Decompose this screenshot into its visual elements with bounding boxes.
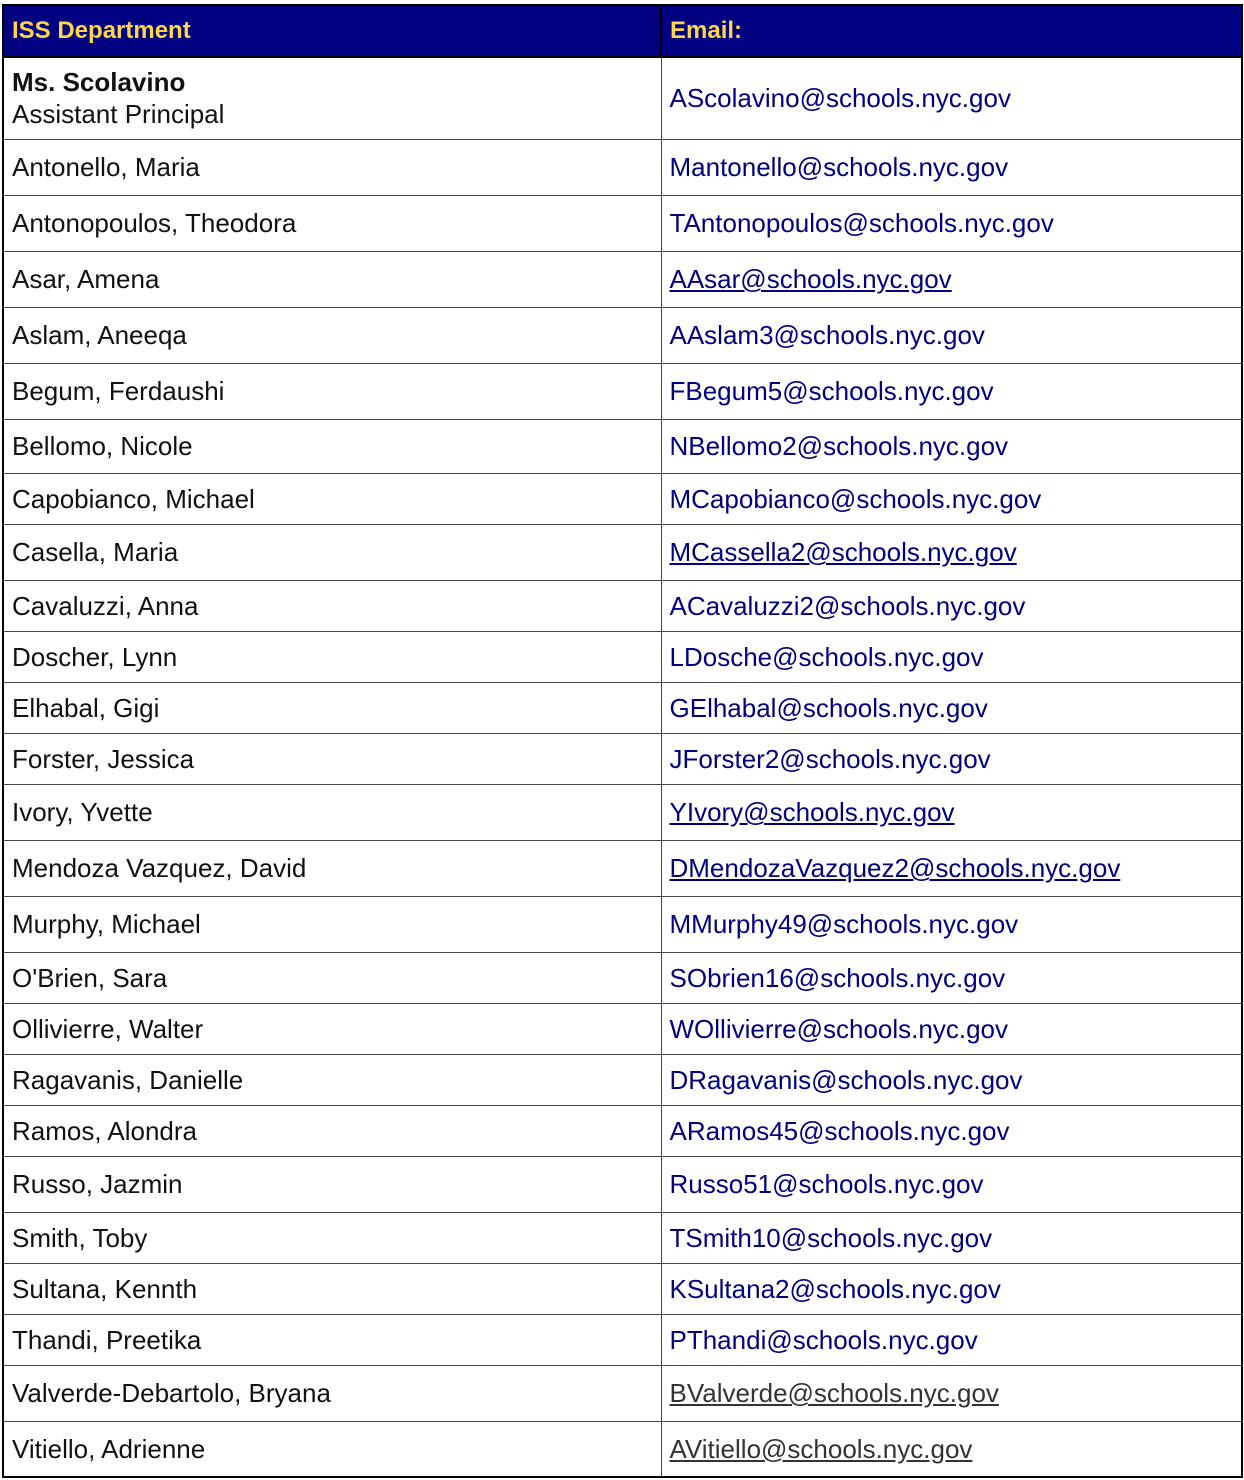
staff-name-cell — [3, 733, 661, 784]
staff-email-link[interactable]: GElhabal@schools.nyc.gov — [669, 692, 988, 723]
staff-email-link[interactable]: DRagavanis@schools.nyc.gov — [669, 1064, 1023, 1095]
staff-name-cell — [3, 896, 661, 952]
staff-email-cell — [661, 840, 1242, 896]
staff-email-cell — [661, 1003, 1242, 1054]
staff-email-cell — [661, 307, 1242, 363]
staff-email-cell — [661, 631, 1242, 682]
staff-email-link[interactable]: ARamos45@schools.nyc.gov — [669, 1115, 1010, 1146]
table-row — [3, 1003, 1242, 1054]
staff-email-cell — [661, 1263, 1242, 1314]
table-row — [3, 1314, 1242, 1365]
staff-name-cell — [3, 1105, 661, 1156]
staff-name: Antonopoulos, Theodora — [12, 208, 297, 238]
staff-name: Doscher, Lynn — [12, 641, 178, 672]
staff-email-cell — [661, 733, 1242, 784]
staff-name-cell — [3, 1054, 661, 1105]
staff-email-link[interactable]: KSultana2@schools.nyc.gov — [669, 1273, 1001, 1304]
staff-email-link[interactable]: BValverde@schools.nyc.gov — [669, 1378, 999, 1408]
lead-email-cell — [661, 57, 1242, 139]
staff-email-link[interactable]: TSmith10@schools.nyc.gov — [669, 1222, 993, 1253]
lead-email[interactable]: AScolavino@schools.nyc.gov — [669, 83, 1011, 114]
staff-name: Thandi, Preetika — [12, 1324, 202, 1355]
staff-name-cell — [3, 1314, 661, 1365]
table-row — [3, 682, 1242, 733]
table-row — [3, 784, 1242, 840]
staff-name-cell — [3, 1263, 661, 1314]
staff-name: Asar, Amena — [12, 264, 160, 294]
staff-name: Russo, Jazmin — [12, 1169, 183, 1199]
staff-name: Bellomo, Nicole — [12, 431, 193, 461]
table-row — [3, 1421, 1242, 1477]
staff-email-link[interactable]: YIvory@schools.nyc.gov — [669, 797, 955, 827]
staff-name-cell — [3, 784, 661, 840]
staff-email-cell — [661, 1156, 1242, 1212]
staff-email-link[interactable]: JForster2@schools.nyc.gov — [669, 743, 991, 774]
table-row — [3, 1212, 1242, 1263]
staff-email-link[interactable]: NBellomo2@schools.nyc.gov — [669, 431, 1009, 461]
staff-email-cell — [661, 580, 1242, 631]
staff-email-cell — [661, 1365, 1242, 1421]
staff-name: Vitiello, Adrienne — [12, 1433, 206, 1464]
staff-name: Forster, Jessica — [12, 743, 195, 774]
staff-email-cell — [661, 1421, 1242, 1477]
staff-name-cell — [3, 631, 661, 682]
staff-email-link[interactable]: ACavaluzzi2@schools.nyc.gov — [669, 590, 1026, 621]
staff-name-cell — [3, 363, 661, 419]
staff-name-cell — [3, 840, 661, 896]
staff-email-link[interactable]: DMendozaVazquez2@schools.nyc.gov — [669, 853, 1121, 883]
staff-name: Ivory, Yvette — [12, 797, 153, 827]
staff-name-cell — [3, 1003, 661, 1054]
staff-email-cell — [661, 952, 1242, 1003]
staff-name-cell — [3, 251, 661, 307]
staff-name: Valverde-Debartolo, Bryana — [12, 1378, 331, 1408]
staff-name: Ollivierre, Walter — [12, 1013, 204, 1044]
email-header: Email: — [661, 5, 1242, 57]
staff-name-cell — [3, 1156, 661, 1212]
staff-email-cell — [661, 1212, 1242, 1263]
staff-email-cell — [661, 139, 1242, 195]
staff-email-link[interactable]: SObrien16@schools.nyc.gov — [669, 962, 1006, 993]
staff-email-link[interactable]: AVitiello@schools.nyc.gov — [669, 1433, 973, 1464]
staff-email-link[interactable]: MCassella2@schools.nyc.gov — [669, 537, 1017, 567]
staff-email-cell — [661, 363, 1242, 419]
iss-department-table — [2, 4, 1243, 1478]
table-row — [3, 896, 1242, 952]
table-row — [3, 840, 1242, 896]
staff-name-cell — [3, 473, 661, 524]
staff-email-link[interactable]: FBegum5@schools.nyc.gov — [669, 376, 994, 406]
staff-name: Begum, Ferdaushi — [12, 376, 225, 406]
staff-email-link[interactable]: PThandi@schools.nyc.gov — [669, 1324, 978, 1355]
staff-email-cell — [661, 473, 1242, 524]
table-row — [3, 1054, 1242, 1105]
staff-name-cell — [3, 524, 661, 580]
table-row — [3, 307, 1242, 363]
staff-email-cell — [661, 251, 1242, 307]
staff-email-cell — [661, 1314, 1242, 1365]
table-row — [3, 363, 1242, 419]
staff-name: Ramos, Alondra — [12, 1115, 197, 1146]
staff-email-cell — [661, 784, 1242, 840]
staff-name-cell — [3, 1421, 661, 1477]
staff-name: Cavaluzzi, Anna — [12, 590, 199, 621]
table-row — [3, 1263, 1242, 1314]
staff-email-cell — [661, 682, 1242, 733]
header-row — [3, 5, 1242, 57]
staff-email-cell — [661, 1054, 1242, 1105]
staff-email-cell — [661, 195, 1242, 251]
staff-email-cell — [661, 1105, 1242, 1156]
staff-email-cell — [661, 524, 1242, 580]
table-row — [3, 1365, 1242, 1421]
staff-name-cell — [3, 1365, 661, 1421]
table-row — [3, 631, 1242, 682]
staff-name: Elhabal, Gigi — [12, 692, 160, 723]
staff-email-link[interactable]: LDosche@schools.nyc.gov — [669, 641, 984, 672]
staff-name: Ragavanis, Danielle — [12, 1064, 244, 1095]
staff-email-link[interactable]: TAntonopoulos@schools.nyc.gov — [669, 208, 1054, 238]
staff-email-link[interactable]: WOllivierre@schools.nyc.gov — [669, 1013, 1008, 1044]
staff-name: Capobianco, Michael — [12, 483, 255, 514]
staff-name-cell — [3, 580, 661, 631]
table-row — [3, 139, 1242, 195]
table-row — [3, 580, 1242, 631]
table-row — [3, 524, 1242, 580]
table-row — [3, 1105, 1242, 1156]
staff-email-link[interactable]: MCapobianco@schools.nyc.gov — [669, 483, 1042, 514]
lead-row — [3, 57, 1242, 139]
staff-email-cell — [661, 419, 1242, 473]
staff-email-link[interactable]: Russo51@schools.nyc.gov — [669, 1169, 984, 1199]
staff-name: Antonello, Maria — [12, 152, 200, 182]
staff-email-cell — [661, 896, 1242, 952]
lead-role: Assistant Principal — [12, 99, 225, 130]
table-row — [3, 195, 1242, 251]
department-header: ISS Department — [3, 5, 661, 57]
staff-name-cell — [3, 195, 661, 251]
staff-name-cell — [3, 419, 661, 473]
staff-name-cell — [3, 1212, 661, 1263]
table-row — [3, 1156, 1242, 1212]
staff-name-cell — [3, 952, 661, 1003]
staff-email-link[interactable]: AAslam3@schools.nyc.gov — [669, 320, 985, 350]
table-row — [3, 419, 1242, 473]
table-row — [3, 952, 1242, 1003]
staff-name: Murphy, Michael — [12, 909, 201, 939]
staff-name: Aslam, Aneeqa — [12, 320, 187, 350]
staff-email-link[interactable]: AAsar@schools.nyc.gov — [669, 264, 952, 294]
staff-name: Mendoza Vazquez, David — [12, 853, 307, 883]
staff-name: Smith, Toby — [12, 1222, 148, 1253]
lead-name: Ms. Scolavino — [12, 67, 186, 98]
table-row — [3, 473, 1242, 524]
staff-name: Casella, Maria — [12, 537, 179, 567]
staff-name: Sultana, Kennth — [12, 1273, 198, 1304]
staff-name-cell — [3, 682, 661, 733]
table-row — [3, 251, 1242, 307]
staff-name: O'Brien, Sara — [12, 962, 168, 993]
table-row — [3, 733, 1242, 784]
staff-name-cell — [3, 139, 661, 195]
lead-name-cell — [3, 57, 661, 139]
staff-email-link[interactable]: MMurphy49@schools.nyc.gov — [669, 909, 1019, 939]
staff-email-link[interactable]: Mantonello@schools.nyc.gov — [669, 152, 1009, 182]
staff-name-cell — [3, 307, 661, 363]
